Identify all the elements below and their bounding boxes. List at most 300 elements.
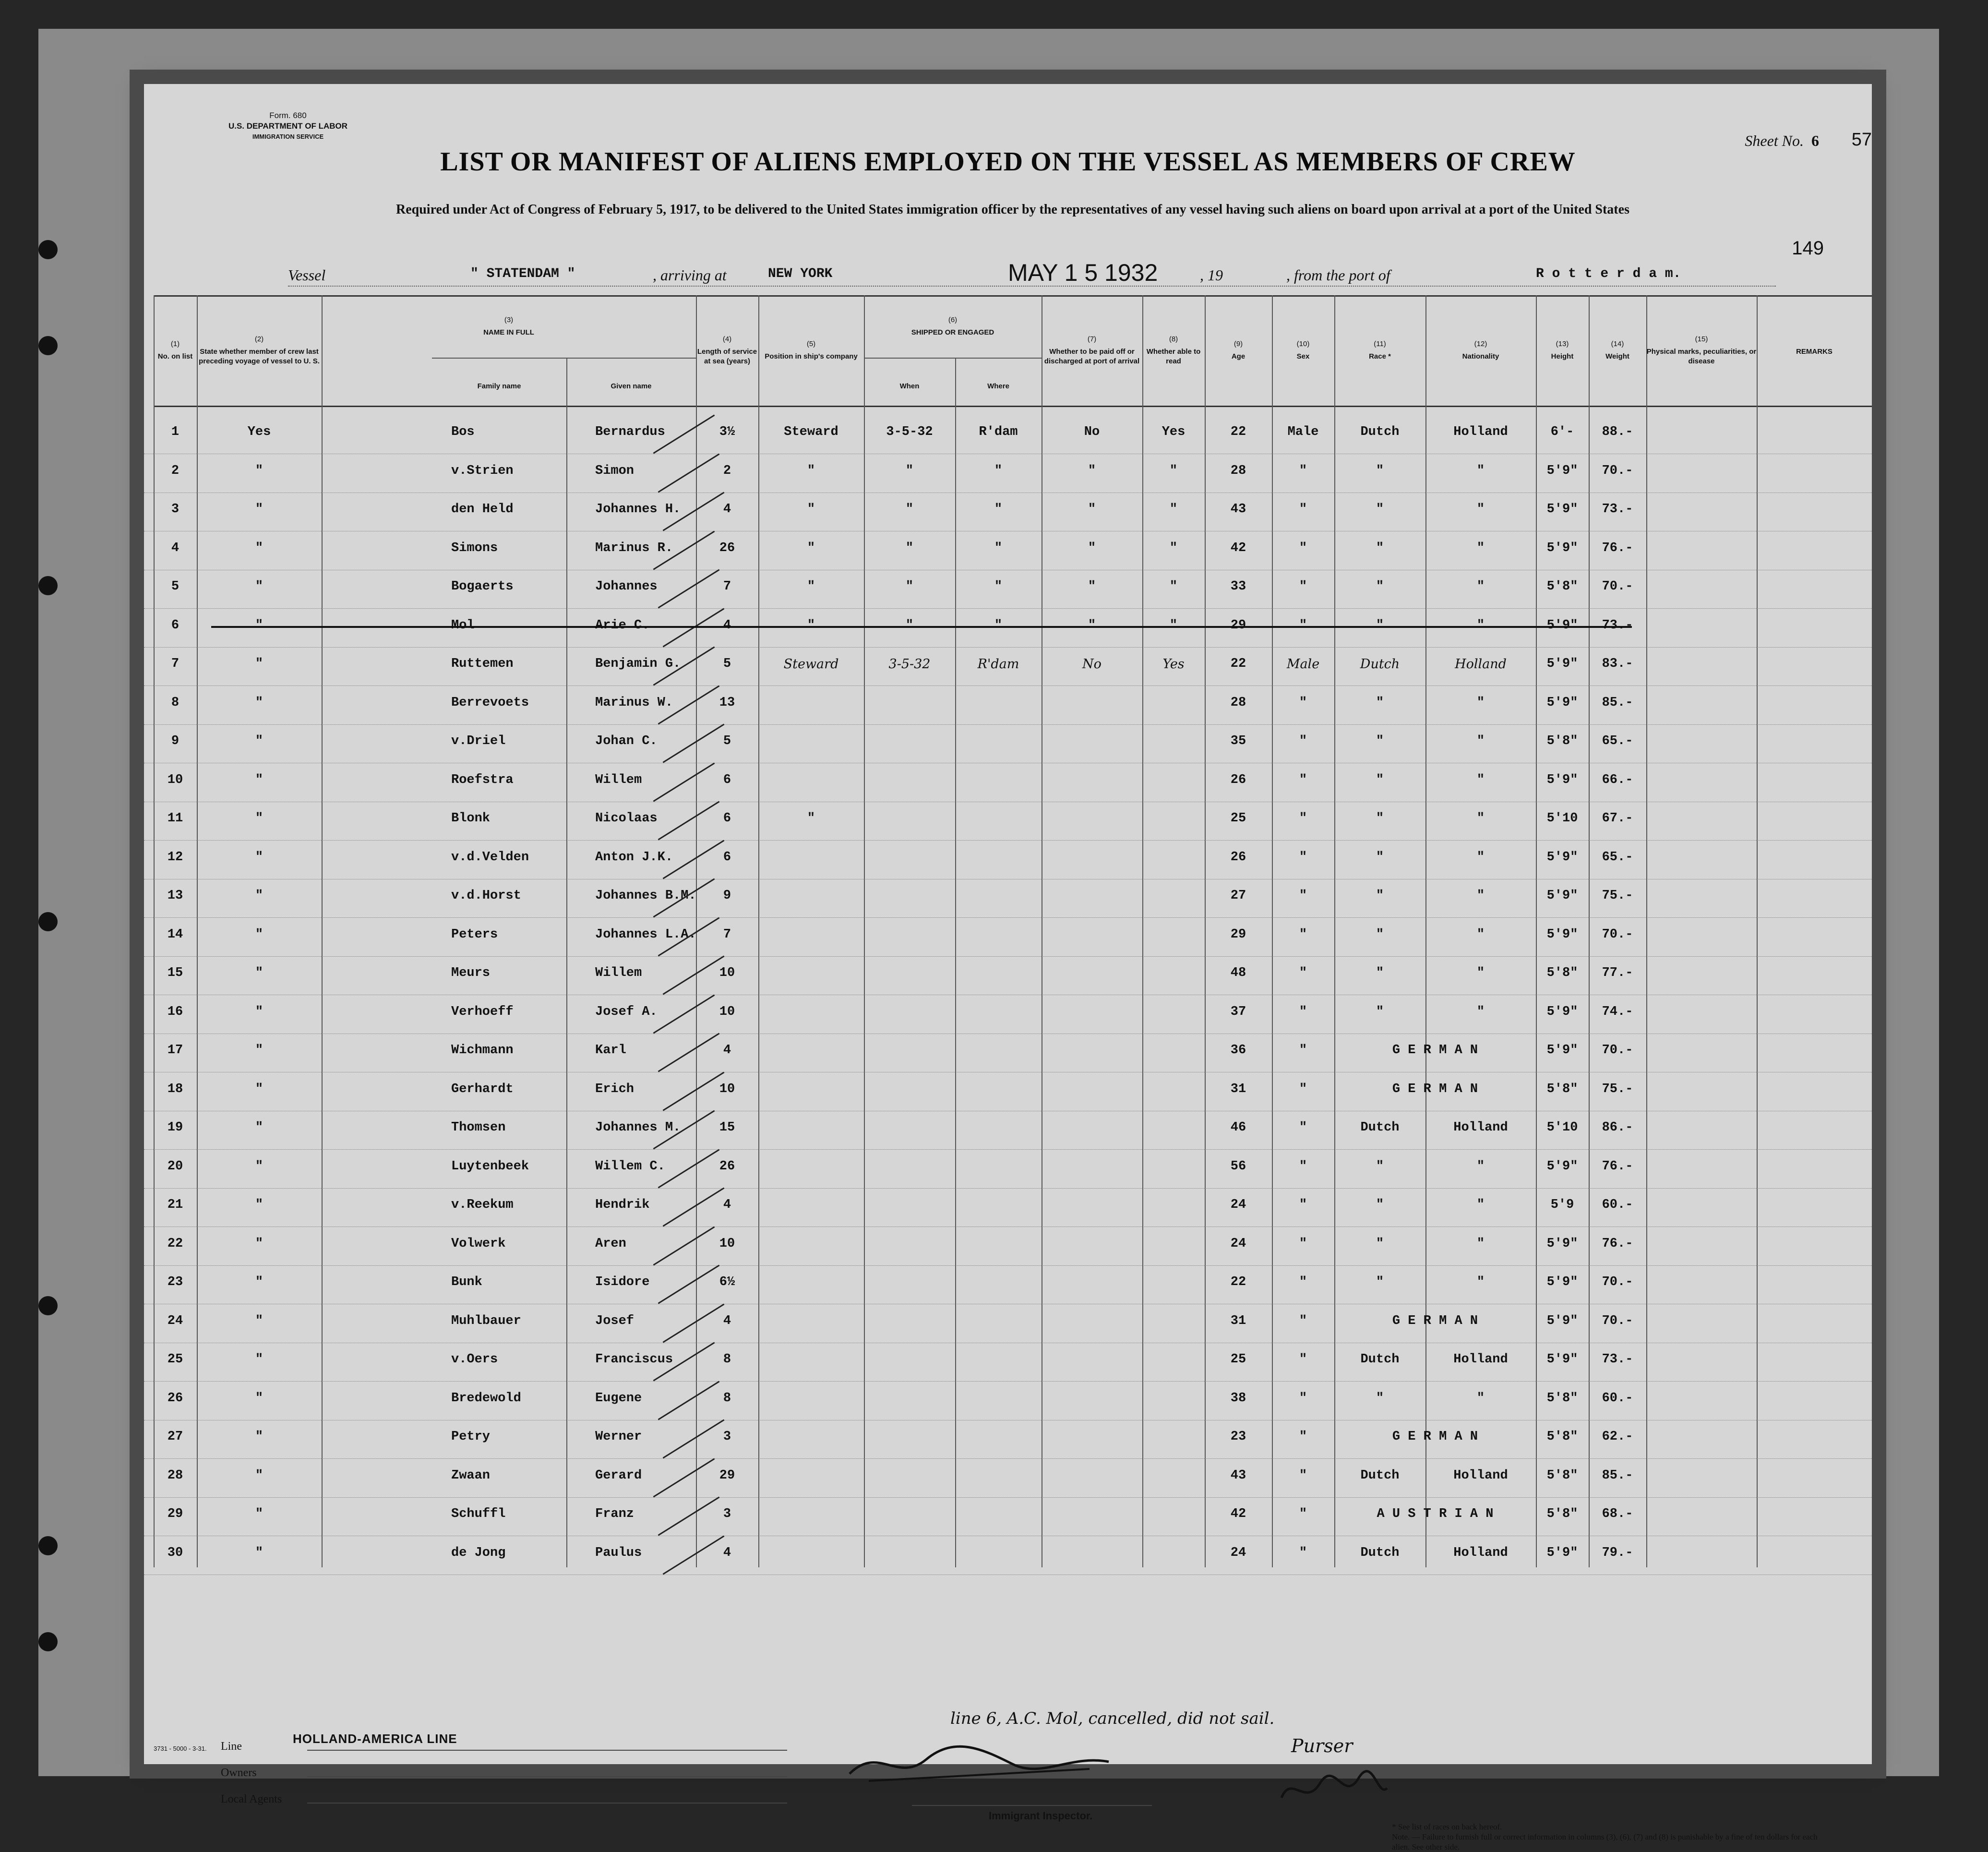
race: Dutch: [1360, 1120, 1400, 1135]
height: 5'9": [1546, 1004, 1578, 1019]
race: Dutch: [1360, 1352, 1400, 1367]
row-number: 7: [171, 657, 180, 671]
sex: ": [1299, 1352, 1307, 1367]
previous-voyage: ": [255, 618, 263, 633]
nationality: ": [1476, 1236, 1485, 1251]
previous-voyage: ": [255, 541, 263, 555]
table-row: [144, 1497, 1872, 1536]
owners-label: Owners: [221, 1767, 257, 1779]
weight: 70.-: [1602, 579, 1633, 594]
weight: 85.-: [1602, 1468, 1633, 1483]
able-to-read: ": [1169, 618, 1178, 633]
race: ": [1376, 618, 1384, 633]
sex: ": [1299, 1275, 1307, 1289]
family-name: Simons: [451, 541, 498, 555]
family-name: Blonk: [451, 811, 491, 826]
age: 38: [1230, 1391, 1246, 1406]
race: Dutch: [1360, 425, 1400, 439]
previous-voyage: ": [255, 463, 263, 478]
age: 43: [1230, 1468, 1246, 1483]
column-label: NAME IN FULL: [483, 328, 534, 337]
age: 56: [1230, 1159, 1246, 1174]
column-header: [1042, 295, 1142, 406]
height: 5'9": [1546, 695, 1578, 710]
sex: ": [1299, 734, 1307, 748]
given-name: Hendrik: [595, 1198, 650, 1212]
previous-voyage: ": [255, 695, 263, 710]
service-years: 7: [723, 927, 731, 942]
binder-hole: [38, 240, 58, 259]
service-years: 3½: [719, 425, 735, 439]
form-number: Form. 680: [269, 111, 307, 120]
column-label: Sex: [1296, 352, 1310, 361]
manifest-sheet: [144, 84, 1872, 1852]
sex: ": [1299, 889, 1307, 903]
column-number: (8): [1169, 335, 1178, 343]
race: ": [1376, 889, 1384, 903]
position: ": [807, 618, 815, 633]
table-row: [144, 415, 1872, 454]
sex: Male: [1287, 425, 1319, 439]
previous-voyage: ": [255, 1391, 263, 1406]
age: 29: [1230, 618, 1246, 633]
table-row: [144, 609, 1872, 648]
given-name: Johannes B.M.: [595, 889, 696, 903]
row-number: 27: [167, 1430, 183, 1444]
family-name: de Jong: [451, 1545, 506, 1560]
nationality: ": [1476, 811, 1485, 826]
position: ": [807, 502, 815, 517]
family-name: Bredewold: [451, 1391, 521, 1406]
family-name: Meurs: [451, 966, 491, 980]
position: ": [807, 579, 815, 594]
column-header: [154, 295, 197, 406]
sex: ": [1299, 579, 1307, 594]
given-name: Marinus R.: [595, 541, 673, 555]
weight: 70.-: [1602, 463, 1633, 478]
row-number: 2: [171, 463, 180, 478]
column-header: [1142, 295, 1205, 406]
row-number: 14: [167, 927, 183, 942]
height: 5'8": [1546, 579, 1578, 594]
service-years: 10: [719, 1236, 735, 1251]
given-name: Karl: [595, 1043, 626, 1058]
given-name: Nicolaas: [595, 811, 658, 826]
races-footnote: * See list of races on back hereof.: [1392, 1822, 1502, 1831]
age: 26: [1230, 772, 1246, 787]
row-number: 4: [171, 541, 180, 555]
service-years: 3: [723, 1507, 731, 1521]
column-label: Whether to be paid off or discharged at port of arrival: [1044, 348, 1140, 365]
given-name: Anton J.K.: [595, 850, 673, 865]
row-number: 5: [171, 579, 180, 594]
column-header: [197, 295, 322, 406]
sex: ": [1299, 1468, 1307, 1483]
nationality: ": [1476, 1159, 1485, 1174]
nationality: Holland: [1453, 425, 1508, 439]
position: ": [807, 811, 815, 826]
able-to-read: ": [1169, 541, 1178, 555]
weight: 88.-: [1602, 425, 1633, 439]
sex: ": [1299, 966, 1307, 980]
family-name: v.Strien: [451, 463, 514, 478]
age: 42: [1230, 1507, 1246, 1521]
previous-voyage: ": [255, 734, 263, 748]
family-name: Bos: [451, 425, 475, 439]
sex: ": [1299, 1430, 1307, 1444]
given-name: Franciscus: [595, 1352, 673, 1367]
column-label: SHIPPED OR ENGAGED: [911, 328, 994, 337]
column-header: [1589, 295, 1646, 406]
height: 5'8": [1546, 1430, 1578, 1444]
shipped-subheader-rule: [864, 358, 1042, 359]
height: 5'9": [1546, 1545, 1578, 1560]
age: 25: [1230, 1352, 1246, 1367]
row-number: 11: [167, 811, 183, 826]
height: 5'9": [1546, 1352, 1578, 1367]
given-name: Simon: [595, 463, 635, 478]
table-row: [144, 1382, 1872, 1420]
column-header: [1536, 295, 1589, 406]
weight: 74.-: [1602, 1004, 1633, 1019]
given-name: Johan C.: [595, 734, 658, 748]
row-number: 29: [167, 1507, 183, 1521]
sex: ": [1299, 502, 1307, 517]
previous-voyage: ": [255, 966, 263, 980]
penalty-footnote: Note. — Failure to furnish full or correct information in columns (3), (6), (7) and (8) is punishable by a fine of ten dollars for each alien. See other side.: [1392, 1832, 1818, 1852]
position: ": [807, 463, 815, 478]
column-header: [696, 295, 758, 406]
nationality: ": [1476, 772, 1485, 787]
race-nationality: A U S T R I A N: [1377, 1507, 1494, 1521]
manifest-table: [144, 295, 1872, 1764]
local-agents-label: Local Agents: [221, 1793, 282, 1805]
column-number: (10): [1296, 340, 1310, 348]
sex: ": [1299, 618, 1307, 633]
height: 5'8": [1546, 1507, 1578, 1521]
height: 5'9": [1546, 463, 1578, 478]
race: ": [1376, 1236, 1384, 1251]
weight: 73.-: [1602, 1352, 1633, 1367]
previous-voyage: ": [255, 1159, 263, 1174]
given-name: Paulus: [595, 1545, 642, 1560]
previous-voyage: ": [255, 1507, 263, 1521]
column-number: (5): [806, 340, 816, 348]
given-name: Werner: [595, 1430, 642, 1444]
row-number: 15: [167, 966, 183, 980]
service-years: 3: [723, 1430, 731, 1444]
shipped-where: ": [994, 463, 1003, 478]
form-identifier: [192, 110, 384, 142]
table-row: [144, 956, 1872, 995]
age: 46: [1230, 1120, 1246, 1135]
family-name: Petry: [451, 1430, 491, 1444]
service-years: 6½: [719, 1275, 735, 1289]
nationality: ": [1476, 618, 1485, 633]
age: 22: [1230, 1275, 1246, 1289]
purser-signature: [1272, 1764, 1397, 1817]
table-row: [144, 531, 1872, 570]
age: 48: [1230, 966, 1246, 980]
age: 42: [1230, 541, 1246, 555]
column-label: Physical marks, peculiarities, or disease: [1646, 348, 1757, 365]
column-number: (6): [948, 316, 958, 324]
height: 5'9": [1546, 541, 1578, 555]
nationality: Holland: [1455, 657, 1507, 672]
height: 5'9": [1546, 618, 1578, 633]
inspector-caption: Immigrant Inspector.: [989, 1810, 1093, 1822]
age: 22: [1230, 657, 1246, 671]
family-name: Bogaerts: [451, 579, 514, 594]
weight: 65.-: [1602, 734, 1633, 748]
sex: ": [1299, 541, 1307, 555]
purser-label: Purser: [1291, 1735, 1353, 1756]
weight: 86.-: [1602, 1120, 1633, 1135]
sex: ": [1299, 1198, 1307, 1212]
height: 5'8": [1546, 1391, 1578, 1406]
row-number: 23: [167, 1275, 183, 1289]
agents-rule: [307, 1803, 787, 1804]
owners-rule: [307, 1776, 787, 1777]
row-number: 20: [167, 1159, 183, 1174]
given-name: Marinus W.: [595, 695, 673, 710]
service-years: 6: [723, 811, 731, 826]
previous-voyage: ": [255, 1275, 263, 1289]
weight: 75.-: [1602, 1082, 1633, 1096]
race: ": [1376, 772, 1384, 787]
binder-hole: [38, 1296, 58, 1315]
nationality: ": [1476, 889, 1485, 903]
row-number: 28: [167, 1468, 183, 1483]
age: 24: [1230, 1198, 1246, 1212]
given-name: Arie C.: [595, 618, 650, 633]
name-subheader-rule: [432, 358, 696, 359]
binder-hole: [38, 1632, 58, 1651]
age: 25: [1230, 811, 1246, 826]
nationality: ": [1476, 463, 1485, 478]
service-years: 13: [719, 695, 735, 710]
weight: 73.-: [1602, 502, 1633, 517]
column-header: [758, 295, 864, 406]
age: 29: [1230, 927, 1246, 942]
previous-voyage: ": [255, 772, 263, 787]
previous-voyage: ": [255, 889, 263, 903]
table-row: [144, 1072, 1872, 1111]
table-row: [144, 1150, 1872, 1189]
height: 5'9": [1546, 1236, 1578, 1251]
column-number: (2): [254, 335, 264, 343]
weight: 83.-: [1602, 657, 1633, 671]
page-number: 57: [1851, 130, 1872, 150]
given-name: Gerard: [595, 1468, 642, 1483]
weight: 70.-: [1602, 1043, 1633, 1058]
column-number: (15): [1695, 335, 1708, 343]
weight: 66.-: [1602, 772, 1633, 787]
height: 5'8": [1546, 734, 1578, 748]
age: 31: [1230, 1313, 1246, 1328]
arriving-label: , arriving at: [653, 266, 727, 284]
service-years: 4: [723, 1313, 731, 1328]
height: 5'8": [1546, 966, 1578, 980]
table-row: [144, 647, 1872, 686]
nationality: ": [1476, 579, 1485, 594]
height: 5'9": [1546, 657, 1578, 671]
family-name: Volwerk: [451, 1236, 506, 1251]
vessel-label: Vessel: [288, 266, 326, 284]
shipped-when: ": [905, 579, 914, 594]
previous-voyage: ": [255, 1430, 263, 1444]
check-mark: [663, 608, 725, 647]
nationality: Holland: [1453, 1120, 1508, 1135]
line-rule: [307, 1750, 787, 1751]
weight: 65.-: [1602, 850, 1633, 865]
sex: ": [1299, 1507, 1307, 1521]
column-header: [1205, 295, 1272, 406]
row-number: 9: [171, 734, 180, 748]
service-years: 9: [723, 889, 731, 903]
nationality: Holland: [1453, 1352, 1508, 1367]
race: ": [1376, 695, 1384, 710]
service-years: 7: [723, 579, 731, 594]
weight: 79.-: [1602, 1545, 1633, 1560]
family-name: den Held: [451, 502, 514, 517]
sex: ": [1299, 695, 1307, 710]
row-number: 25: [167, 1352, 183, 1367]
table-header-rule: [154, 406, 1872, 407]
previous-voyage: Yes: [247, 425, 271, 439]
row-number: 1: [171, 425, 180, 439]
column-header: [322, 295, 696, 358]
age: 27: [1230, 889, 1246, 903]
given-name-header: Given name: [611, 382, 652, 390]
shipped-when: ": [905, 463, 914, 478]
shipped-when: ": [905, 502, 914, 517]
given-name: Johannes H.: [595, 502, 681, 517]
given-name: Isidore: [595, 1275, 650, 1289]
where-header: Where: [987, 382, 1009, 390]
row-number: 6: [171, 618, 180, 633]
form-code: 3731 - 5000 - 3-31.: [154, 1745, 207, 1752]
previous-voyage: ": [255, 1082, 263, 1096]
able-to-read: Yes: [1162, 425, 1186, 439]
age: 35: [1230, 734, 1246, 748]
race: ": [1376, 966, 1384, 980]
able-to-read: ": [1169, 579, 1178, 594]
column-number: (11): [1374, 340, 1386, 348]
table-row: [144, 1227, 1872, 1266]
column-header: [1272, 295, 1334, 406]
family-name: v.Oers: [451, 1352, 498, 1367]
table-row: [144, 879, 1872, 918]
previous-voyage: ": [255, 1120, 263, 1135]
row-number: 12: [167, 850, 183, 865]
given-name: Johannes L.A.: [595, 927, 696, 942]
race: ": [1376, 1275, 1384, 1289]
sex: ": [1299, 1159, 1307, 1174]
column-label: Height: [1551, 352, 1574, 361]
column-header: [1757, 295, 1872, 406]
race: ": [1376, 1004, 1384, 1019]
service-years: 26: [719, 541, 735, 555]
row-number: 24: [167, 1313, 183, 1328]
nationality: ": [1476, 1391, 1485, 1406]
service-years: 4: [723, 1043, 731, 1058]
column-label: REMARKS: [1796, 348, 1832, 356]
shipped-where: R'dam: [977, 657, 1019, 672]
column-header: [1646, 295, 1757, 406]
given-name: Johannes M.: [595, 1120, 681, 1135]
given-name: Willem C.: [595, 1159, 665, 1174]
height: 5'8": [1546, 1468, 1578, 1483]
paid-off: ": [1088, 541, 1096, 555]
age: 37: [1230, 1004, 1246, 1019]
weight: 68.-: [1602, 1507, 1633, 1521]
height: 5'9": [1546, 1043, 1578, 1058]
column-number: (7): [1087, 335, 1097, 343]
given-name: Aren: [595, 1236, 626, 1251]
paid-off: ": [1088, 502, 1096, 517]
nationality: ": [1476, 695, 1485, 710]
table-row: [144, 1536, 1872, 1575]
nationality: Holland: [1453, 1468, 1508, 1483]
service-years: 10: [719, 1082, 735, 1096]
inspector-signature: [840, 1735, 1128, 1793]
column-header: [864, 295, 1042, 358]
table-row: [144, 1459, 1872, 1498]
race: Dutch: [1360, 1545, 1400, 1560]
height: 5'9": [1546, 502, 1578, 517]
sex: ": [1299, 1391, 1307, 1406]
race: ": [1376, 850, 1384, 865]
row-number: 26: [167, 1391, 183, 1406]
family-name: Roefstra: [451, 772, 514, 787]
nationality: ": [1476, 850, 1485, 865]
departure-port: R o t t e r d a m.: [1536, 266, 1681, 281]
binder-hole: [38, 912, 58, 931]
vessel-rule: [288, 286, 1776, 287]
date-stamp: MAY 1 5 1932: [1008, 259, 1158, 286]
family-name: Luytenbeek: [451, 1159, 529, 1174]
race-nationality: G E R M A N: [1392, 1043, 1478, 1058]
service-years: 8: [723, 1391, 731, 1406]
race: ": [1376, 1159, 1384, 1174]
age: 31: [1230, 1082, 1246, 1096]
weight: 70.-: [1602, 927, 1633, 942]
column-number: (13): [1556, 340, 1569, 348]
column-label: Nationality: [1462, 352, 1499, 361]
previous-voyage: ": [255, 1236, 263, 1251]
able-to-read: ": [1169, 463, 1178, 478]
sex: ": [1299, 927, 1307, 942]
age: 22: [1230, 425, 1246, 439]
service-years: 6: [723, 772, 731, 787]
race-nationality: G E R M A N: [1392, 1082, 1478, 1096]
race: ": [1376, 734, 1384, 748]
position: ": [807, 541, 815, 555]
year-prefix: , 19: [1200, 266, 1223, 284]
race: ": [1376, 541, 1384, 555]
position: Steward: [783, 657, 839, 672]
shipped-when: 3-5-32: [886, 425, 933, 439]
binder-hole: [38, 1536, 58, 1555]
handwritten-cancellation-note: line 6, A.C. Mol, cancelled, did not sail.: [950, 1709, 1275, 1728]
service-years: 26: [719, 1159, 735, 1174]
weight: 73.-: [1602, 618, 1633, 633]
paid-off: ": [1088, 579, 1096, 594]
previous-voyage: ": [255, 1468, 263, 1483]
row-number: 30: [167, 1545, 183, 1560]
previous-voyage: ": [255, 502, 263, 517]
